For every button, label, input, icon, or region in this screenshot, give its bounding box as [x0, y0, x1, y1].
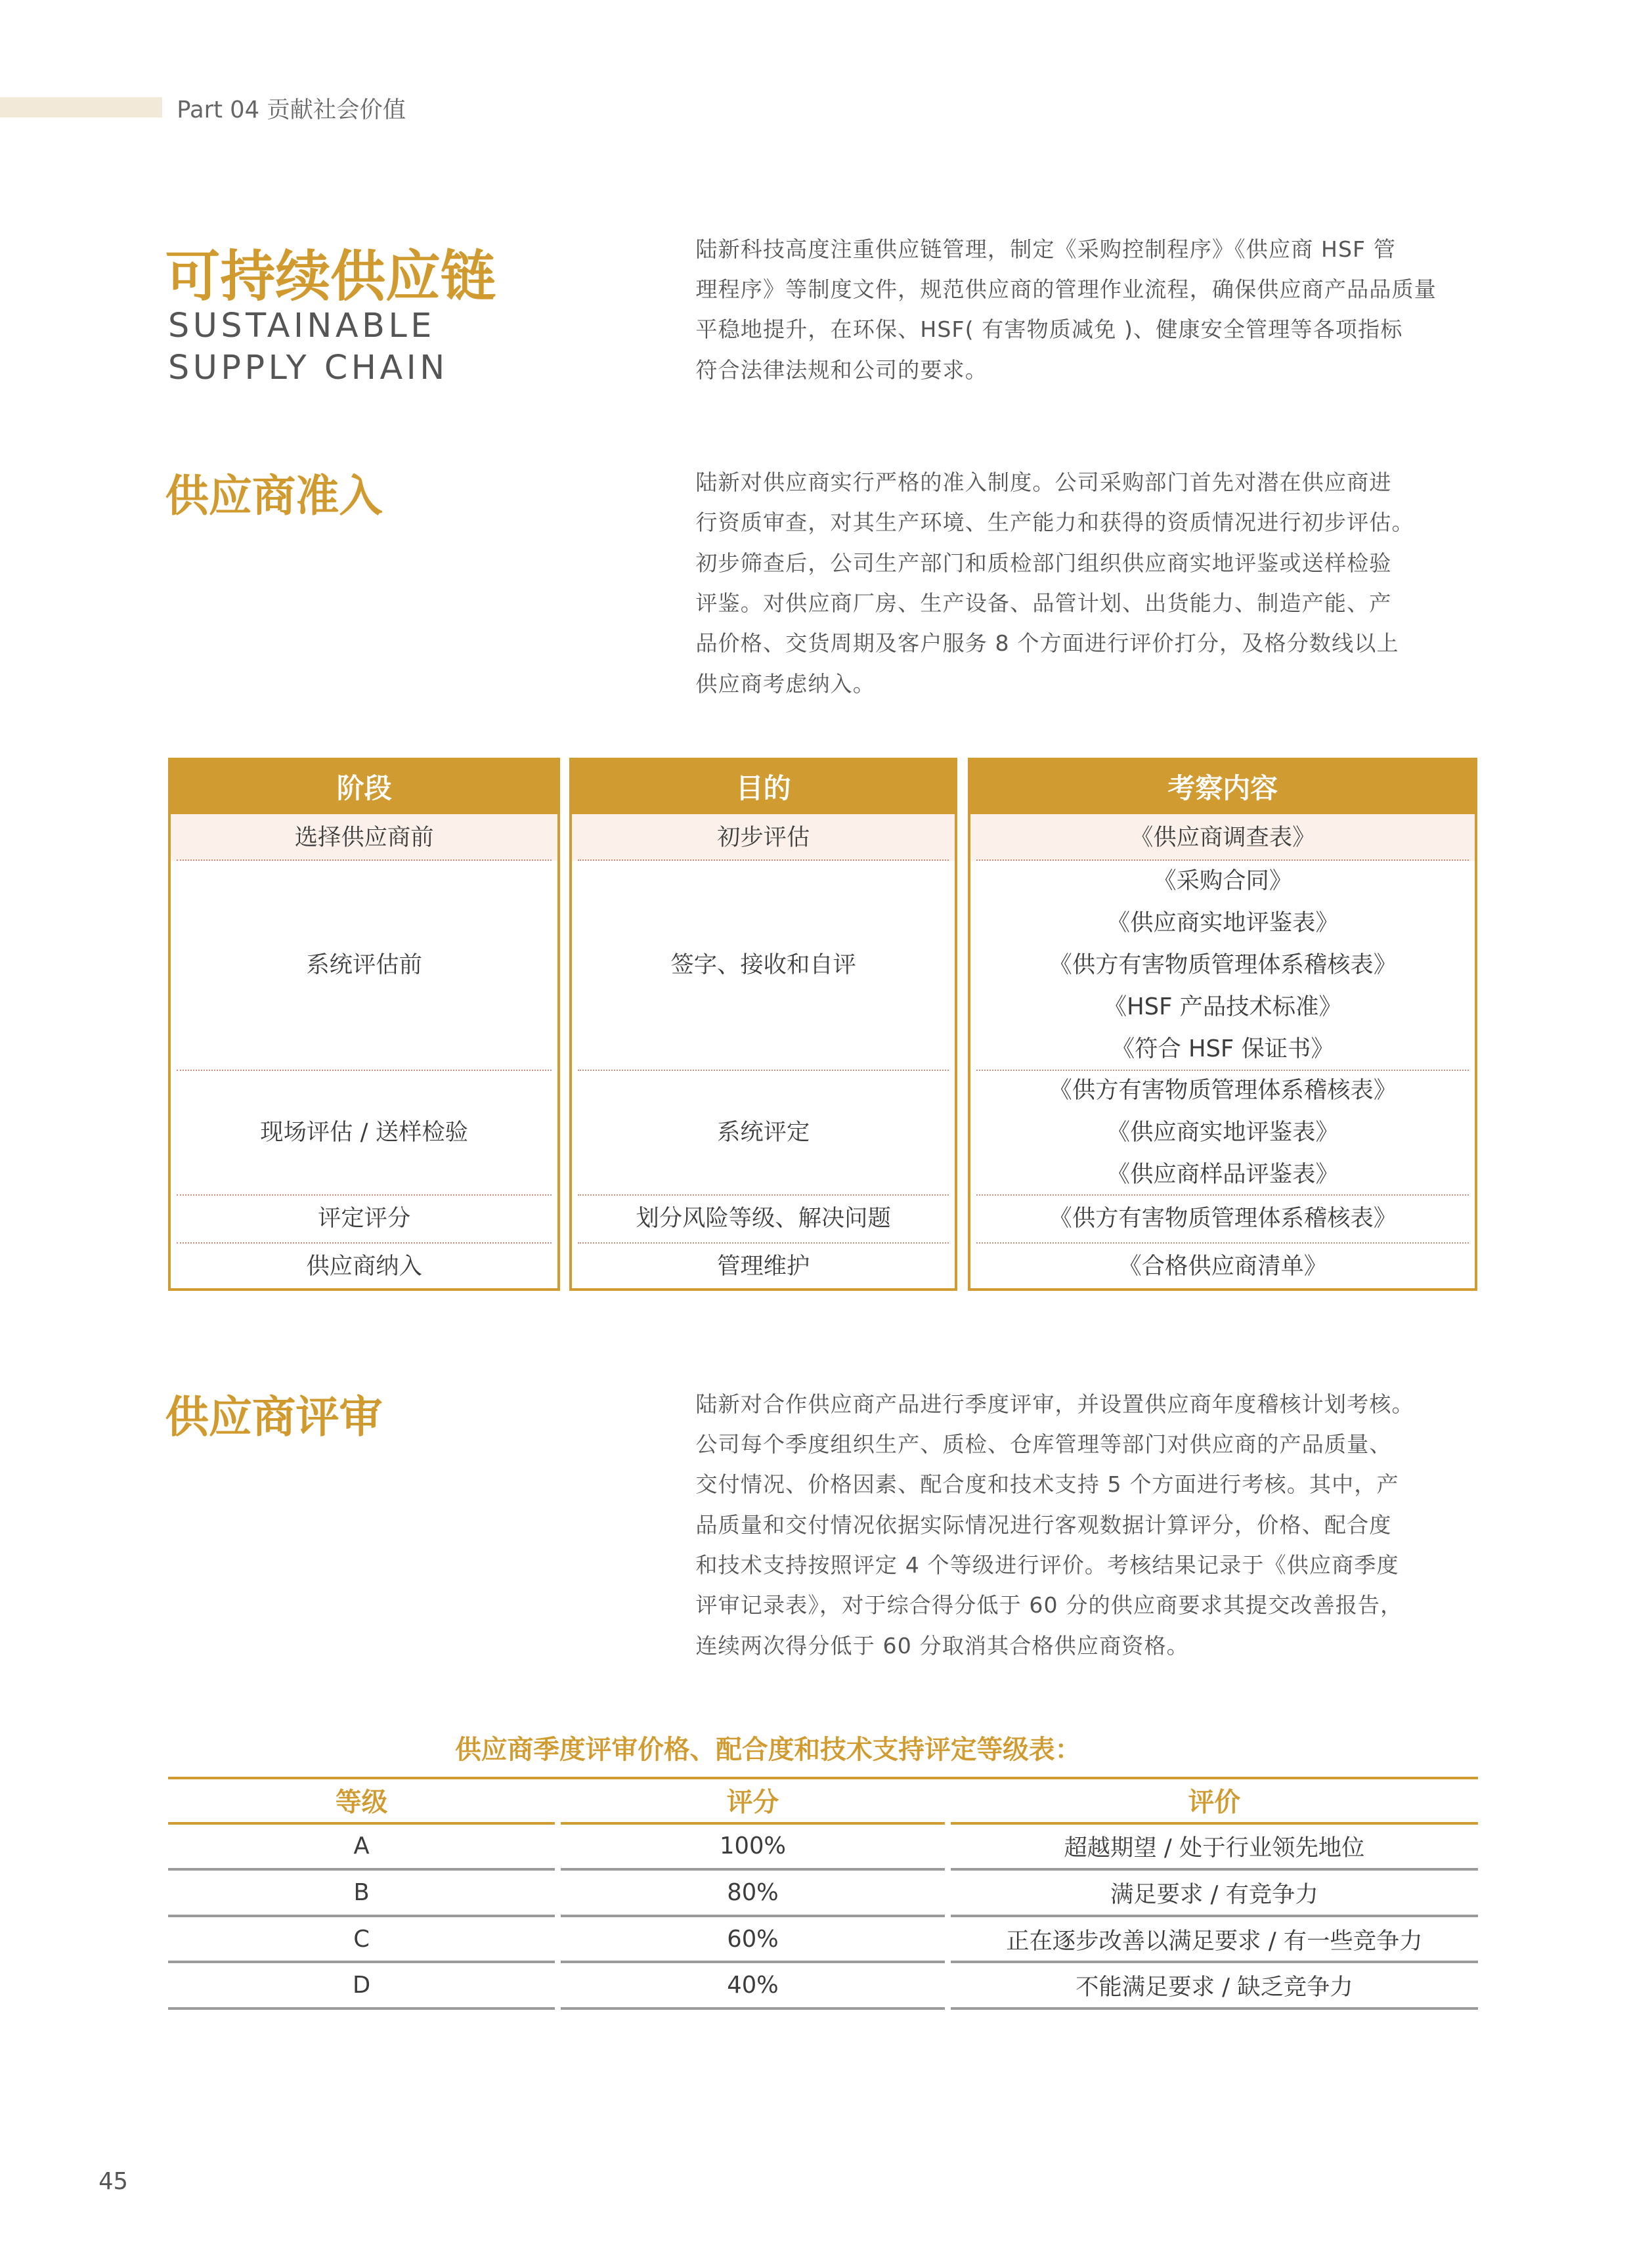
paragraph-line: 连续两次得分低于 60 分取消其合格供应商资格。 [695, 1632, 1189, 1659]
column-header: 评分 [561, 1778, 945, 1825]
cell-text: 初步评估 [717, 823, 810, 851]
paragraph-line: 初步筛查后，公司生产部门和质检部门组织供应商实地评鉴或送样检验 [695, 550, 1392, 576]
table-cell: A [168, 1825, 555, 1871]
table-cell [578, 1196, 949, 1244]
table-cell [572, 814, 955, 861]
table-cell: D [168, 1963, 555, 2010]
paragraph-line: 平稳地提升，在环保、HSF( 有害物质减免 )、健康安全管理等各项指标 [695, 316, 1403, 343]
table-cell: 超越期望 / 处于行业领先地位 [951, 1825, 1478, 1871]
document-name: 《符合 HSF 保证书》 [1111, 1035, 1334, 1062]
table-cell: C [168, 1917, 555, 1964]
paragraph-line: 陆新科技高度注重供应链管理，制定《采购控制程序》《供应商 HSF 管 [695, 236, 1397, 262]
table-header-row [168, 1778, 1478, 1825]
cell-text: 供应商纳入 [306, 1252, 422, 1280]
document-name: 《供方有害物质管理体系稽核表》 [1049, 1076, 1397, 1104]
table-cell [177, 1196, 552, 1244]
column-header: 目的 [572, 758, 955, 814]
paragraph-line: 交付情况、价格因素、配合度和技术支持 5 个方面进行考核。其中，产 [695, 1471, 1399, 1498]
table-cell [970, 814, 1475, 861]
table-cell: 40% [561, 1963, 945, 2010]
table-cell [177, 1244, 552, 1290]
document-name: 《采购合同》 [1153, 867, 1293, 894]
document-name: 《供方有害物质管理体系稽核表》 [1049, 1205, 1397, 1232]
admission-paragraph [695, 462, 1478, 704]
admission-table [168, 758, 1478, 1291]
section-label: Part 04 贡献社会价值 [177, 97, 406, 124]
table-cell [976, 1071, 1469, 1196]
table-cell: 60% [561, 1917, 945, 1964]
table-cell [976, 861, 1469, 1071]
paragraph-line: 品价格、交货周期及客户服务 8 个方面进行评价打分，及格分数线以上 [695, 630, 1399, 657]
document-name: 《合格供应商清单》 [1118, 1252, 1328, 1280]
page-title: 可持续供应链 [165, 244, 496, 309]
paragraph-line: 供应商考虑纳入。 [695, 670, 875, 697]
cell-text: 签字、接收和自评 [670, 951, 856, 978]
table-cell: B [168, 1871, 555, 1917]
cell-text: 评定评分 [318, 1205, 411, 1232]
cell-text: 现场评估 / 送样检验 [260, 1118, 468, 1146]
column-header: 评价 [951, 1778, 1478, 1825]
table-column [569, 758, 957, 1291]
paragraph-line: 符合法律法规和公司的要求。 [695, 357, 988, 383]
paragraph-line: 陆新对供应商实行严格的准入制度。公司采购部门首先对潜在供应商进 [695, 469, 1392, 496]
admission-heading: 供应商准入 [165, 470, 383, 521]
table-cell [578, 1244, 949, 1290]
rating-table [168, 1778, 1478, 2010]
table-cell [171, 814, 557, 861]
paragraph-line: 陆新对合作供应商产品进行季度评审，并设置供应商年度稽核计划考核。 [695, 1391, 1414, 1417]
column-header: 阶段 [171, 758, 557, 814]
document-name: 《HSF 产品技术标准》 [1103, 993, 1342, 1020]
table-column [168, 758, 560, 1291]
paragraph-line: 行资质审查，对其生产环境、生产能力和获得的资质情况进行初步评估。 [695, 510, 1414, 536]
intro-paragraph [695, 229, 1478, 390]
cell-text: 管理维护 [717, 1252, 810, 1280]
subtitle-en-1: SUSTAINABLE [168, 305, 435, 345]
section-accent-bar [0, 97, 162, 118]
table-cell [578, 1071, 949, 1196]
column-header: 考察内容 [970, 758, 1475, 814]
paragraph-line: 品质量和交付情况依据实际情况进行客观数据计算评分，价格、配合度 [695, 1511, 1392, 1538]
paragraph-line: 理程序》等制度文件，规范供应商的管理作业流程，确保供应商产品品质量 [695, 276, 1437, 303]
review-paragraph [695, 1384, 1478, 1666]
paragraph-line: 公司每个季度组织生产、质检、仓库管理等部门对供应商的产品质量、 [695, 1431, 1392, 1458]
document-name: 《供应商实地评鉴表》 [1106, 1118, 1339, 1146]
table-cell [177, 1071, 552, 1196]
table-row [168, 1917, 1478, 1964]
cell-text: 系统评定 [717, 1118, 810, 1146]
cell-text: 系统评估前 [306, 951, 422, 978]
table-cell: 正在逐步改善以满足要求 / 有一些竞争力 [951, 1917, 1478, 1964]
table-cell [177, 861, 552, 1071]
table-column [968, 758, 1477, 1291]
column-header: 等级 [168, 1778, 555, 1825]
table-cell: 100% [561, 1825, 945, 1871]
page-number: 45 [98, 2167, 128, 2195]
paragraph-line: 评鉴。对供应商厂房、生产设备、品管计划、出货能力、制造产能、产 [695, 590, 1392, 617]
table-row [168, 1825, 1478, 1871]
document-name: 《供应商调查表》 [1130, 823, 1316, 851]
subtitle-en-2: SUPPLY CHAIN [168, 347, 448, 387]
table-row [168, 1963, 1478, 2010]
document-name: 《供应商样品评鉴表》 [1106, 1160, 1339, 1188]
review-heading: 供应商评审 [165, 1392, 383, 1443]
paragraph-line: 评审记录表》，对于综合得分低于 60 分的供应商要求其提交改善报告， [695, 1592, 1403, 1618]
table-row [168, 1871, 1478, 1917]
paragraph-line: 和技术支持按照评定 4 个等级进行评价。考核结果记录于《供应商季度 [695, 1552, 1399, 1578]
table-cell [578, 861, 949, 1071]
table-cell: 80% [561, 1871, 945, 1917]
document-name: 《供方有害物质管理体系稽核表》 [1049, 951, 1397, 978]
table-cell [976, 1244, 1469, 1290]
table-cell: 满足要求 / 有竞争力 [951, 1871, 1478, 1917]
document-name: 《供应商实地评鉴表》 [1106, 909, 1339, 936]
cell-text: 划分风险等级、解决问题 [636, 1205, 891, 1232]
rating-table-caption: 供应商季度评审价格、配合度和技术支持评定等级表： [455, 1734, 1081, 1765]
table-cell: 不能满足要求 / 缺乏竞争力 [951, 1963, 1478, 2010]
cell-text: 选择供应商前 [294, 823, 434, 851]
table-cell [976, 1196, 1469, 1244]
